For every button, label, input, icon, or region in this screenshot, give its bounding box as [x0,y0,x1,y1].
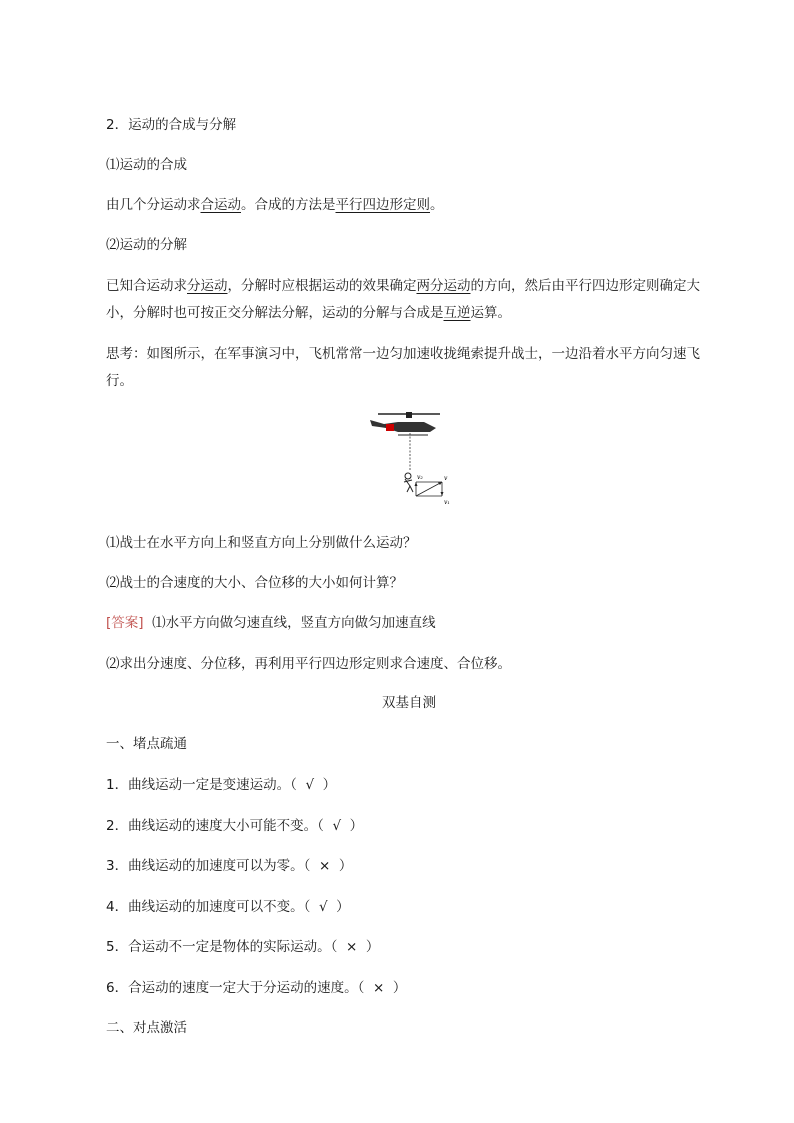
blank-answer: 分运动 [187,278,228,294]
subsection-title-decomposition: ⑵运动的分解 [106,237,187,253]
test-item-4 [106,898,350,916]
decomposition-paragraph-line2 [106,304,511,322]
helicopter-figure [358,406,458,510]
item-close: ） [349,818,364,834]
self-test-title: 双基自测 [382,695,436,711]
question-1: ⑴战士在水平方向上和竖直方向上分别做什么运动？ [106,535,417,551]
subsection-title-synthesis: ⑴运动的合成 [106,157,187,173]
helicopter-body [370,420,436,432]
item-close: ） [392,980,407,996]
blank-answer: 平行四边形定则 [335,197,430,213]
text-run: 已知合运动求 [106,278,187,294]
part2-title: 二、对点激活 [106,1020,187,1036]
text-run: 。合成的方法是 [241,197,336,213]
item-close: ） [365,939,380,955]
rotor-hub [406,412,412,418]
soldier-body [404,479,413,492]
item-text: 2．曲线运动的速度大小可能不变。（ [106,818,324,834]
text-run: ，分解时应根据运动的效果确定 [227,278,417,294]
test-item-2 [106,817,363,835]
item-mark: √ [305,777,315,793]
arrow-v1 [441,492,444,496]
resultant-velocity [416,482,442,496]
item-mark: × [372,980,385,996]
item-text: 1．曲线运动一定是变速运动。（ [106,777,297,793]
blank-answer: 合运动 [200,197,241,213]
blank-answer: 互逆 [443,305,471,321]
thinking-line1: 思考：如图所示，在军事演习中，飞机常常一边匀加速收拢绳索提升战士，一边沿着水平方向匀速飞 [106,346,700,362]
helicopter-diagram [358,406,458,510]
blank-answer: 两分运动 [416,278,471,294]
part1-title: 一、堵点疏通 [106,736,187,752]
item-close: ） [322,777,337,793]
test-item-1 [106,776,336,794]
text-run: 小，分解时也可按正交分解法分解，运动的分解与合成是 [106,305,444,321]
answer-text-1: ⑴水平方向做匀速直线，竖直方向做匀加速直线 [152,615,436,631]
test-item-5 [106,938,379,956]
text-run: 由几个分运动求 [106,197,201,213]
item-close: ） [336,899,350,915]
item-mark: √ [318,899,328,915]
label-v: v [444,475,448,482]
item-text: 5．合运动不一定是物体的实际运动。（ [106,939,338,955]
text-run: 运算。 [470,305,511,321]
text-run: 的方向，然后由平行四边形定则确定大 [470,278,700,294]
answer-line1 [106,614,436,632]
soldier-head [405,473,411,479]
item-mark: × [345,939,358,955]
test-item-6 [106,979,406,997]
label-v2: v₂ [417,474,423,481]
decomposition-paragraph-line1 [106,277,700,295]
item-text: 4．曲线运动的加速度可以不变。（ [106,899,311,915]
item-text: 3．曲线运动的加速度可以为零。（ [106,858,311,874]
label-v1: v₁ [444,499,450,506]
text-run: 。 [430,197,444,213]
test-item-3 [106,857,352,875]
item-text: 6．合运动的速度一定大于分运动的速度。（ [106,980,365,996]
answer-label: [答案] [106,615,144,631]
answer-line2: ⑵求出分速度、分位移，再利用平行四边形定则求合速度、合位移。 [106,656,511,672]
thinking-line2: 行。 [106,373,133,389]
item-mark: × [318,858,331,874]
tail-mark [386,424,394,431]
question-2: ⑵战士的合速度的大小、合位移的大小如何计算？ [106,575,403,591]
section-heading: 2．运动的合成与分解 [106,117,237,133]
arrow-v2 [415,482,418,486]
synthesis-paragraph [106,196,444,214]
item-close: ） [338,858,353,874]
item-mark: √ [332,818,342,834]
